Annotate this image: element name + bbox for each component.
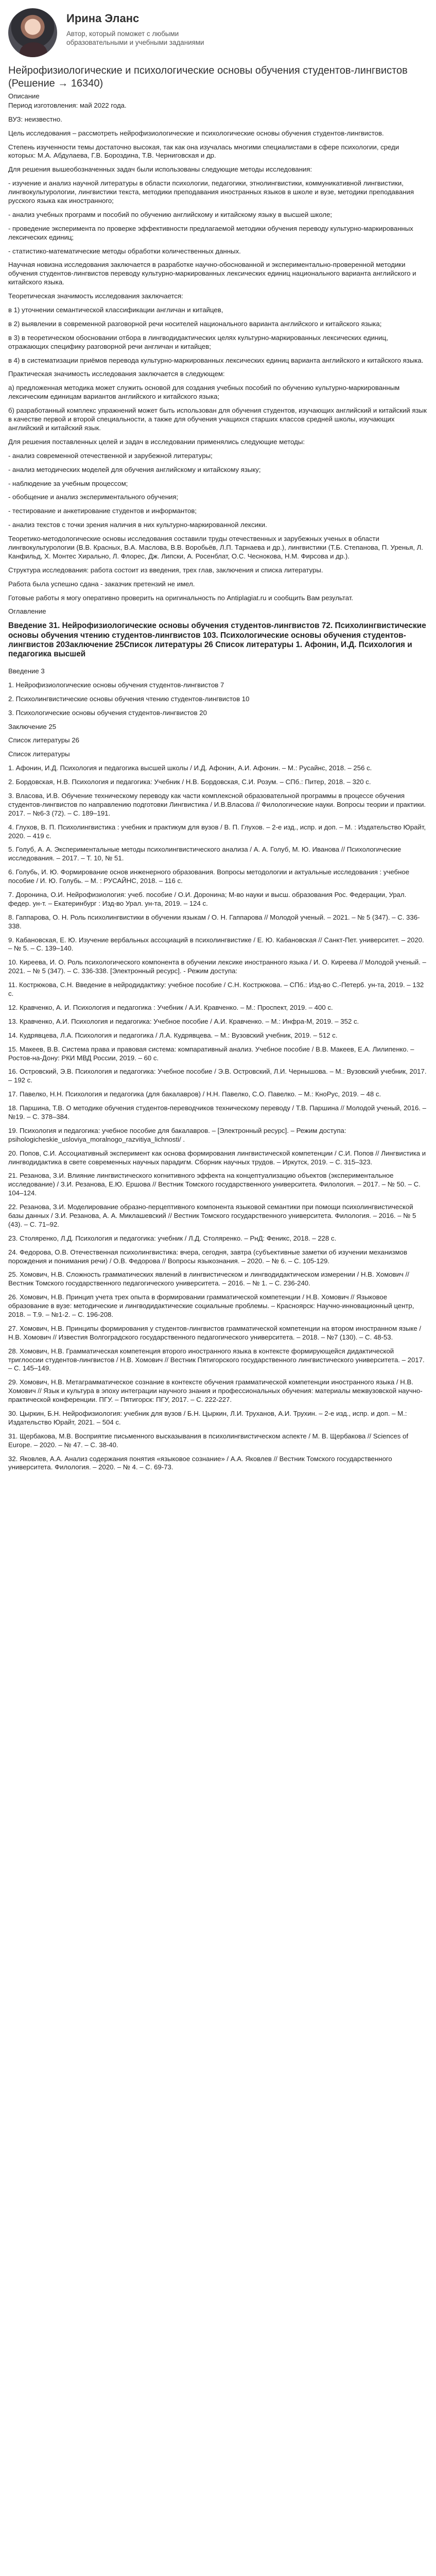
reference-item: 7. Доронина, О.И. Нейрофизиология: учеб. пособие / О.И. Доронина; М-во науки и высш. образования Рос. Федерации, Урал. федер. ун-т. – Екатеринбург : Изд-во Урал. ун-та, 2019. – 124 с. [8,891,407,907]
references-title: Список литературы [8,750,70,758]
reference-item: 32. Яковлев, А.А. Анализ содержания понятия «языковое сознание» / А.А. Яковлев // Вестник Томского государственного университета. Филология. – 2020. – № 4. – С. 69-73. [8,1454,392,1471]
reference-item: 28. Хомович, Н.В. Грамматическая компетенция второго иностранного языка в контексте формирующейся дидактической триглоссии студентов-лингвистов / Н.В. Хомович // Вестник Пятигорского государственного лингвистического университета. – 2017. – С. 145–149. [8,1347,425,1372]
list-item: - анализ текстов с точки зрения наличия в них культурно-маркированной лексики. [8,521,267,529]
reference-item: 2. Бордовская, Н.В. Психология и педагогика: Учебник / Н.В. Бордовская, С.И. Розум. – СПб.: Питер, 2018. – 320 с. [8,778,371,786]
outline-line: 2. Психолингвистические основы обучения чтению студентов-лингвистов 10 [8,694,250,703]
outline-heading: Оглавление [8,607,46,616]
table-of-contents [8,621,427,745]
reference-item: 20. Попов, С.И. Ассоциативный эксперимент как основа формирования лингвистической компетенции / С.И. Попов // Лингвистика и лингводидактика в свете современных научных парадигм. Сборник научных трудов. – Иркутск, 2019. – С. 315–323. [8,1149,426,1166]
reference-item: 29. Хомович, Н.В. Метаграмматическое сознание в контексте обучения грамматической компетенции иностранного языка / Н.В. Хомович // Язык и культура в эпоху интеграции научного знания и профессиональных обучения: материалы межвузовской научно-практической конференции. ПГУ. – Пятигорск: ПГУ, 2017. – С. 222-227. [8,1378,423,1404]
paragraph: Работа была успешно сдана - заказчик претензий не имел. [8,580,195,588]
reference-item: 27. Хомович, Н.В. Принципы формирования у студентов-лингвистов грамматической компетенции на втором иностранном языке / Н.В. Хомович // Известия Волгоградского государственного педагогического университета. – 2018. – №7 (130). – С. 48-53. [8,1324,422,1341]
outline-line: Введение 3 [8,667,45,675]
paragraph: Степень изученности темы достаточно высокая, так как она изучалась многими специалистами в сфере психологии, среди которых: М.А. Абдулаева, Г.В. Бороздина, Т.В. Черниговская и др. [8,143,399,160]
section-heading: Практическая значимость исследования заключается в следующем: [8,370,225,378]
document-meta [8,92,427,124]
list-item: - анализ методических моделей для обучения английскому и китайскому языку; [8,465,261,473]
reference-item: 25. Хомович, Н.В. Сложность грамматических явлений в лингвистическом и лингводидактическом измерении / Н.В. Хомович // Вестник Томского государственного педагогического университета. – 2016. – № 1. – С. 236-240. [8,1270,409,1287]
reference-item: 10. Киреева, И. О. Роль психологического компонента в обучении лексике иностранного языка / И. О. Киреева // Молодой ученый. – 2021. – № 5 (347). – С. 336-338. [Электронный ресурс]. - Режим доступа: [8,958,426,975]
author-bio: Автор, который поможет с любыми образовательными и учебными заданиями [66,30,204,46]
reference-item: 26. Хомович, Н.В. Принцип учета трех опыта в формировании грамматической компетенции / Н.В. Хомович // Языковое образование в вузе: методические и лингводидактические социальные проблемы. – Красноярск: Научно-инновационный центр, 2018. – Т.9. – №1-2. – С. 196-208. [8,1293,414,1318]
reference-item: 4. Глухов, В. П. Психолингвистика : учебник и практикум для вузов / В. П. Глухов. – 2-е изд., испр. и доп. – М. : Издательство Юрайт, 2020. – 419 с. [8,823,426,840]
reference-item: 19. Психология и педагогика: учебное пособие для бакалавров. – [Электронный ресурс]. – Режим доступа: psihologicheskie_usloviya_moralnogo_razvitiya_lichnosti/ . [8,1126,346,1143]
reference-item: 15. Макеев, В.В. Система права и правовая система: компаративный анализ. Учебное пособие / В.В. Макеев, Е.А. Лилипенко. – Ростов-на-Дону: РКИ МВД России, 2019. – 60 с. [8,1045,414,1062]
references-section [8,750,427,1472]
reference-item: 16. Островский, Э.В. Психология и педагогика: Учебное пособие / Э.В. Островский, Л.И. Чернышова. – М.: Вузовский учебник, 2017. – 192 с. [8,1067,427,1084]
list-item: - статистико-математические методы обработки количественных данных. [8,247,241,255]
outline-line: 1. Нейрофизиологические основы обучения студентов-лингвистов 7 [8,681,224,689]
list-item: а) предложенная методика может служить основой для создания учебных пособий по обучению культурно-маркированным лексическим единицам вариантов английского и китайского языка; [8,384,400,401]
paragraph: Цель исследования – рассмотреть нейрофизиологические и психологические основы обучения студентов-лингвистов. [8,129,384,137]
reference-item: 12. Кравченко, А. И. Психология и педагогика : Учебник / А.И. Кравченко. – М.: Проспект, 2019. – 400 с. [8,1003,333,1011]
list-item: в 4) в систематизации приёмов перевода культурно-маркированных лексических единиц варианта английского и китайского языка. [8,356,424,364]
outline-line: Заключение 25 [8,722,57,731]
author-card [8,8,427,57]
list-item: - анализ учебных программ и пособий по обучению английскому и китайскому языку в высшей школе; [8,210,333,218]
reference-item: 23. Столяренко, Л.Д. Психология и педагогика: учебник / Л.Д. Столяренко. – РнД: Феникс, 2018. – 228 с. [8,1234,337,1242]
list-item: - проведение эксперимента по проверке эффективности предлагаемой методики обучения переводу культурно-маркированных лексических единиц; [8,224,413,241]
reference-item: 17. Павелко, Н.Н. Психология и педагогика (для бакалавров) / Н.Н. Павелко, С.О. Павелко. – М.: КноРус, 2019. – 48 с. [8,1090,381,1098]
reference-item: 11. Кострюкова, С.Н. Введение в нейродидактику: учебное пособие / С.Н. Кострюкова. – СПб.: Изд-во С.-Петерб. ун-та, 2019. – 132 с. [8,981,424,998]
author-name: Ирина Эланс [66,12,139,25]
author-info [66,8,221,47]
author-avatar [8,8,57,57]
reference-item: 1. Афонин, И.Д. Психология и педагогика высшей школы / И.Д. Афонин, А.И. Афонин. – М.: Русайнс, 2018. – 256 с. [8,764,372,772]
list-item: - обобщение и анализ экспериментального обучения; [8,493,179,501]
reference-item: 21. Резанова, З.И. Влияние лингвистического когнитивного эффекта на концептуализацию объектов (экспериментальное исследование) / З.И. Резанова, Е.Ю. Ершова // Вестник Томского государственного университета. Филология. – 2017. – № 50. – С. 104–124. [8,1172,421,1197]
paragraph: Готовые работы я могу оперативно проверить на оригинальность по Antiplagiat.ru и сообщить Вам результат. [8,594,354,602]
document-body [8,129,427,617]
meta-line: Описание [8,92,40,100]
meta-line: ВУЗ: неизвестно. [8,115,62,123]
reference-item: 30. Цыркин, Б.Н. Нейрофизиология: учебник для вузов / Б.Н. Цыркин, Л.И. Труханов, А.И. Трухин. – 2-е изд., испр. и доп. – М.: Издательство Юрайт, 2021. – 504 с. [8,1410,407,1426]
reference-item: 18. Паршина, Т.В. О методике обучения студентов-переводчиков техническому переводу / Т.В. Паршина // Молодой ученый, 2016. – №19. – С. 378–384. [8,1104,426,1121]
reference-item: 31. Щербакова, М.В. Восприятие письменного высказывания в психолингвистическом аспекте / М. В. Щербакова // Sciences of Europe. – 2020. – № 47. – С. 38-40. [8,1432,408,1449]
list-item: в 1) уточнении семантической классификации англичан и китайцев, [8,306,223,314]
reference-item: 13. Кравченко, А.И. Психология и педагогика: Учебное пособие / А.И. Кравченко. – М.: Инфра-М, 2019. – 352 с. [8,1017,359,1025]
paragraph: Для решения вышеобозначенных задач были использованы следующие методы исследования: [8,165,312,174]
paragraph: Теоретико-методологические основы исследования составили труды отечественных и зарубежных ученых в области лингвокультурологии (В.В. Красных, В.А. Маслова, В.В. Воробьёв, Л.П. Тарнаева и др.), лингвистики (Т.Б. Степанова, П. Уренья, Л. Канфильд, Х. Монтес Хирально, Л. Флорес, Дж. Липски, А. Росенблат, О.С. Чесноковa, Н.М. Фирсова и др.). [8,535,423,560]
list-item: б) разработанный комплекс упражнений может быть использован для обучения студентов, изучающих английский и китайский язык в качестве первой и второй специальности, а также для обучения учащихся старших классов средней школы, изучающих английский и китайский язык. [8,406,427,432]
list-item: - изучение и анализ научной литературы в области психологии, педагогики, этнолингвистики, коммуникативной лингвистики, лингвокультурологии, лингвистики текста, методики преподавания иностранных языков в школе и вузе, методики преподавания русского языка как иностранного; [8,179,414,205]
meta-line: Период изготовления: май 2022 года. [8,101,127,109]
paragraph: Структура исследования: работа состоит из введения, трех глав, заключения и списка литературы. [8,566,323,574]
list-item: в 2) выявлении в современной разговорной речи носителей национального варианта английского и китайского языка; [8,319,382,328]
paragraph: Для решения поставленных целей и задач в исследовании применялись следующие методы: [8,437,305,446]
list-item: - наблюдение за учебным процессом; [8,479,128,487]
reference-item: 9. Кабановская, Е. Ю. Изучение вербальных ассоциаций в психолингвистике / Е. Ю. Кабановская // Санкт-Пет. университет. – 2020. – № 5. – С. 139–140. [8,936,424,953]
document-title: Нейрофизиологические и психологические основы обучения студентов-лингвистов (Решение → 16340) [8,65,408,89]
list-item: в 3) в теоретическом обосновании отбора в лингводидактических целях культурно-маркированных лексических единиц, отражающих специфику разговорной речи англичан и китайцев; [8,333,388,350]
outline-line: 3. Психологические основы обучения студентов-лингвистов 20 [8,708,207,717]
reference-item: 22. Резанова, З.И. Моделирование образно-перцептивного компонента языковой семантики при помощи психолингвистической базы данных / З.И. Резанова, А. А. Миклашевский // Вестник Томского государственного университета. Филология. – 2016. – № 5 (43). – С. 71–92. [8,1203,416,1228]
reference-item: 3. Власова, И.В. Обучение техническому переводу как части комплексной образовательной программы в процессе обучения студентов-лингвистов по направлению подготовки Лингвистика / И.В.Власова // Филологические науки. Вопросы теории и практики. 2017. – №6-3 (72). – С. 189–191. [8,792,426,817]
list-item: - тестирование и анкетирование студентов и информантов; [8,507,197,515]
reference-item: 14. Кудрявцева, Л.А. Психология и педагогика / Л.А. Кудрявцева. – М.: Вузовский учебник, 2019. – 512 с. [8,1031,338,1039]
paragraph: Научная новизна исследования заключается в разработке научно-обоснованной и экспериментально-проверенной методики обучения студентов-лингвистов переводу культурно-маркированных лексических единиц национального варианта английского и китайского языка. [8,261,416,286]
reference-item: 5. Голуб, А. А. Экспериментальные методы психолингвистического анализа / А. А. Голуб, М. Ю. Иванова // Психологические исследования. – 2017. – Т. 10, № 51. [8,845,402,862]
outline-line: Список литературы 26 [8,736,79,744]
outline-summary: Введение 31. Нейрофизиологические основы обучения студентов-лингвистов 72. Психолингвистические основы обучения чтению студентов-лингвистов 103. Психологические основы обучения студентов-лингвистов 20Заключение 25Список литературы 26 Список литературы 1. Афонин, И.Д. Психология и педагогика высшей [8,621,426,659]
reference-item: 8. Гаппарова, О. Н. Роль психолингвистики в обучении языкам / О. Н. Гаппарова // Молодой ученый. – 2021. – № 5 (347). – С. 336-338. [8,913,420,930]
reference-item: 6. Голубь, И. Ю. Формирование основ инженерного образования. Вопросы методологии и актуальные исследования : учебное пособие / И. Ю. Голубь. – М. : РУСАЙНС, 2018. – 116 с. [8,868,410,885]
section-heading: Теоретическая значимость исследования заключается: [8,292,183,300]
list-item: - анализ современной отечественной и зарубежной литературы; [8,451,213,460]
reference-item: 24. Федорова, О.В. Отечественная психолингвистика: вчера, сегодня, завтра (субъективные заметки об изучении механизмов порождения и понимания речи) / О.В. Федорова // Вопросы языкознания. – 2020. – № 6. – С. 105-129. [8,1248,407,1265]
